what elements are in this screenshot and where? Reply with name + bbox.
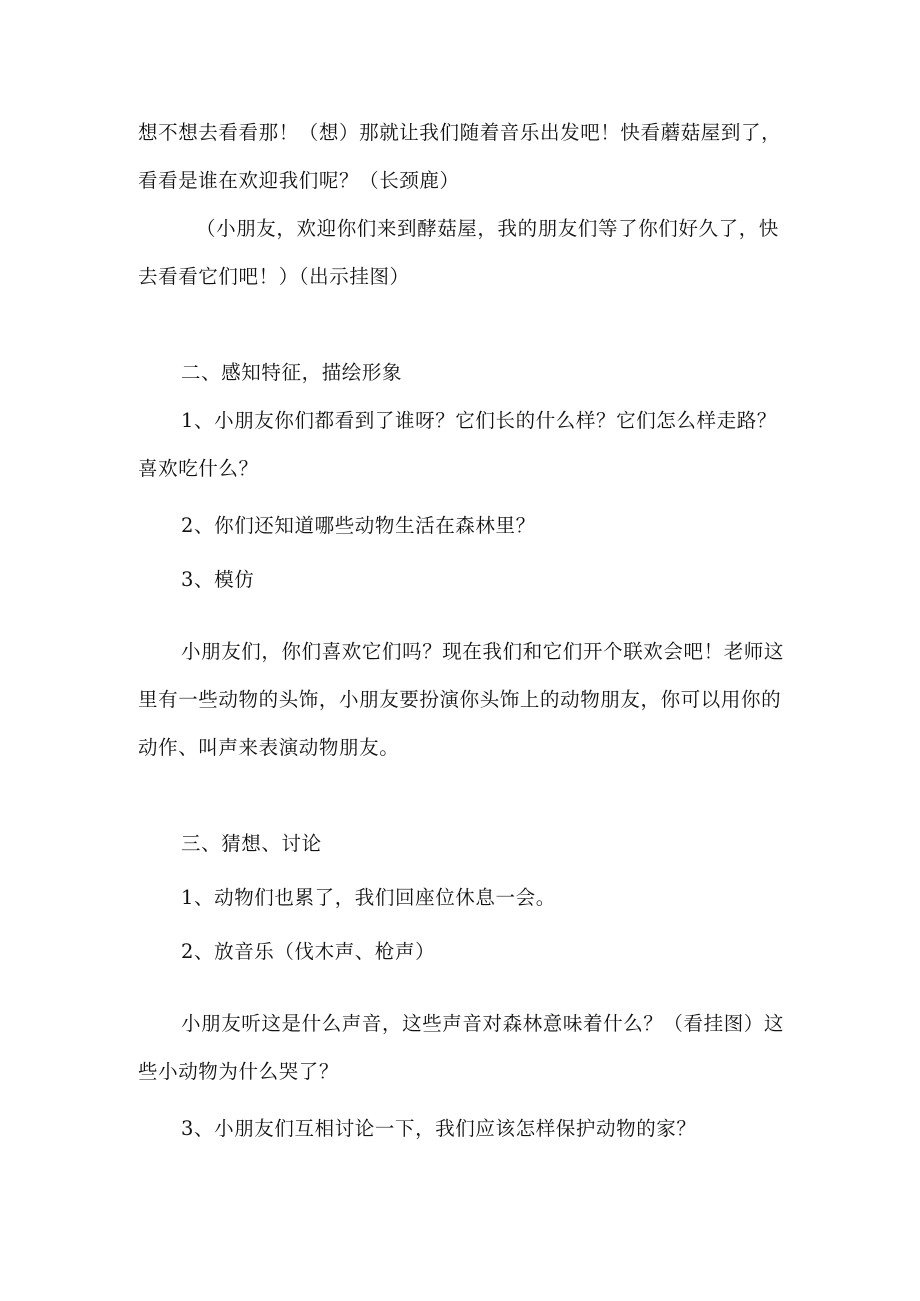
intro-line-2: 看看是谁在欢迎我们呢？（长颈鹿） <box>138 169 460 192</box>
section-2-item-2: 2、你们还知道哪些动物生活在森林里？ <box>181 514 536 537</box>
quote-line-2: 去看看它们吧！）（出示挂图） <box>138 265 410 288</box>
section-2-item-1-line-1: 1、小朋友你们都看到了谁呀？它们长的什么样？它们怎么样走路？ <box>181 409 777 432</box>
section-3-item-1: 1、动物们也累了，我们回座位休息一会。 <box>181 886 556 909</box>
section-3-paragraph-line-2: 些小动物为什么哭了？ <box>138 1060 340 1083</box>
section-2-paragraph-line-3: 动作、叫声来表演动物朋友。 <box>138 736 400 759</box>
quote-line-1: （小朋友，欢迎你们来到酵菇屋，我的朋友们等了你们好久了，快 <box>196 217 779 240</box>
intro-line-1: 想不想去看看那！（想）那就让我们随着音乐出发吧！快看蘑菇屋到了， <box>138 121 782 144</box>
section-2-paragraph-line-1: 小朋友们，你们喜欢它们吗？现在我们和它们开个联欢会吧！老师这 <box>181 640 785 663</box>
section-3-paragraph-line-1: 小朋友听这是什么声音，这些声音对森林意味着什么？（看挂图）这 <box>181 1012 785 1035</box>
section-3-item-2: 2、放音乐（伐木声、枪声） <box>181 940 436 963</box>
section-2-paragraph-line-2: 里有一些动物的头饰，小朋友要扮演你头饰上的动物朋友，你可以用你的 <box>138 688 782 711</box>
section-2-heading: 二、感知特征，描绘形象 <box>181 361 403 384</box>
section-3-item-3: 3、小朋友们互相讨论一下，我们应该怎样保护动物的家？ <box>181 1117 697 1140</box>
section-2-item-3: 3、模仿 <box>181 568 255 591</box>
section-3-heading: 三、猜想、讨论 <box>181 832 322 855</box>
section-2-item-1-line-2: 喜欢吃什么？ <box>138 457 259 480</box>
